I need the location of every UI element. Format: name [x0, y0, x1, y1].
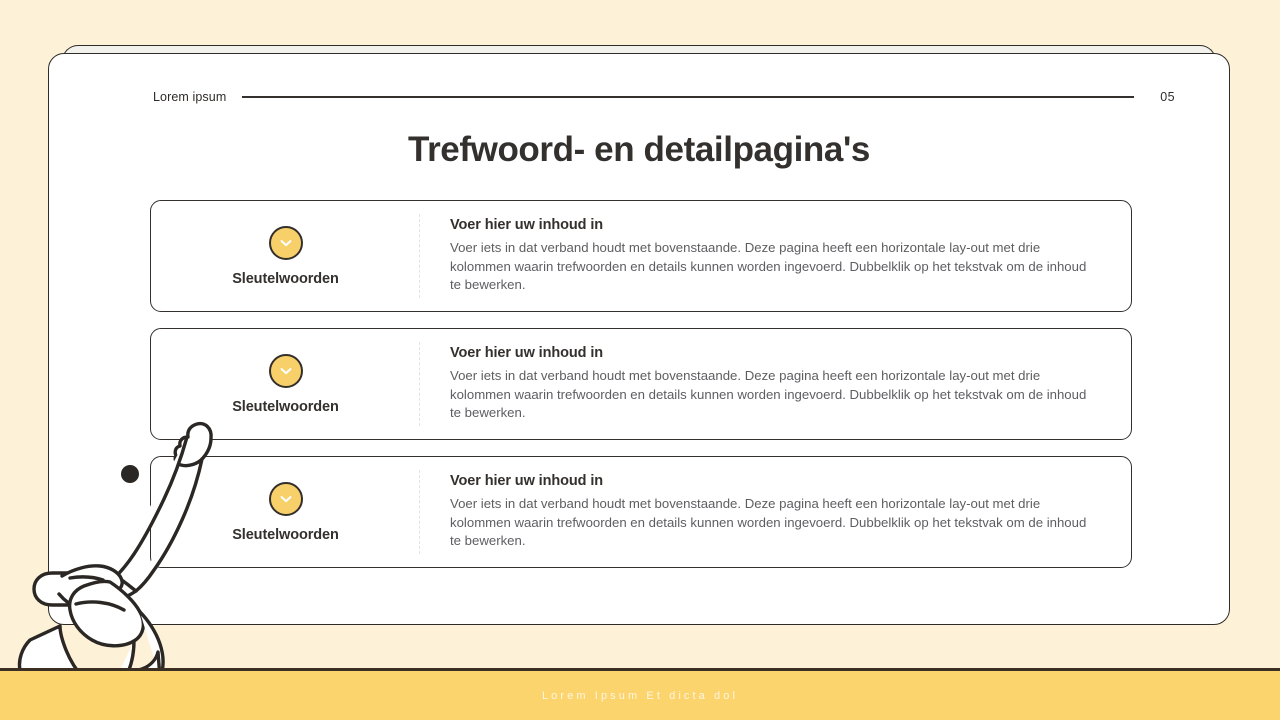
header-label: Lorem ipsum	[153, 90, 227, 104]
chevron-down-circle-icon	[269, 226, 303, 260]
keyword-column	[151, 457, 420, 567]
detail-heading: Voer hier uw inhoud in	[450, 344, 604, 361]
content-row[interactable]	[150, 456, 1132, 568]
detail-body: Voer iets in dat verband houdt met bovenstaande. Deze pagina heeft een horizontale lay-out met drie kolommen waarin trefwoorden en details kunnen worden ingevoerd. Dubbelklik op het tekstvak om de inhoud te bewerken.	[450, 495, 1087, 549]
slide-panel	[48, 53, 1230, 625]
keyword-label: Sleutelwoorden	[232, 398, 339, 415]
detail-body: Voer iets in dat verband houdt met bovenstaande. Deze pagina heeft een horizontale lay-out met drie kolommen waarin trefwoorden en details kunnen worden ingevoerd. Dubbelklik op het tekstvak om de inhoud te bewerken.	[450, 367, 1087, 421]
footer-text: Lorem Ipsum Et dicta dol	[541, 689, 739, 702]
content-row[interactable]	[150, 328, 1132, 440]
detail-body: Voer iets in dat verband houdt met bovenstaande. Deze pagina heeft een horizontale lay-out met drie kolommen waarin trefwoorden en details kunnen worden ingevoerd. Dubbelklik op het tekstvak om de inhoud te bewerken.	[450, 239, 1087, 293]
chevron-down-circle-icon	[269, 482, 303, 516]
slide-header	[49, 85, 1229, 109]
content-row[interactable]	[150, 200, 1132, 312]
keyword-label: Sleutelwoorden	[232, 270, 339, 287]
footer-bar	[0, 668, 1280, 720]
detail-column[interactable]	[420, 201, 1131, 311]
keyword-column	[151, 201, 420, 311]
chevron-down-circle-icon	[269, 354, 303, 388]
detail-column[interactable]	[420, 457, 1131, 567]
detail-column[interactable]	[420, 329, 1131, 439]
detail-heading: Voer hier uw inhoud in	[450, 472, 604, 489]
content-rows	[150, 200, 1132, 568]
page-title: Trefwoord- en detailpagina's	[408, 130, 870, 169]
keyword-label: Sleutelwoorden	[232, 526, 339, 543]
keyword-column	[151, 329, 420, 439]
page-number: 05	[1160, 90, 1175, 104]
detail-heading: Voer hier uw inhoud in	[450, 216, 604, 233]
header-rule-divider	[242, 96, 1134, 98]
